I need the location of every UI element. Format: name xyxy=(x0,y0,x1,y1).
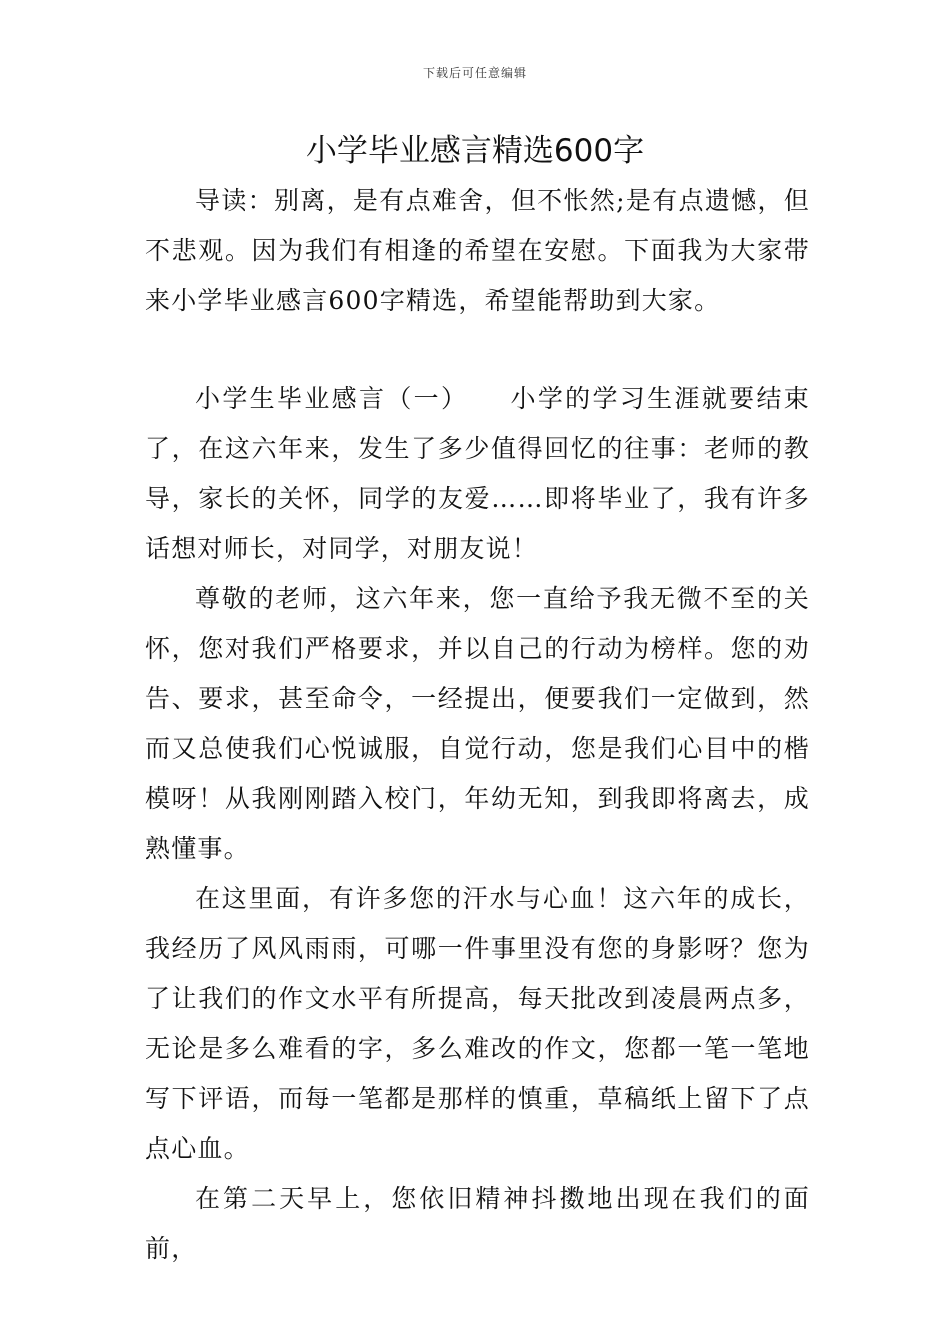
intro-block xyxy=(145,176,810,326)
paragraph-4: 在第二天早上，您依旧精神抖擞地出现在我们的面前， xyxy=(145,1184,810,1263)
paragraph-3: 在这里面，有许多您的汗水与心血！这六年的成长，我经历了风风雨雨，可哪一件事里没有您的身影呀？您为了让我们的作文水平有所提高，每天批改到凌晨两点多，无论是多么难看的字，多么难改的作文，您都一笔一笔地写下评语，而每一笔都是那样的慎重，草稿纸上留下了点点心血。 xyxy=(145,884,810,1163)
paragraph-1 xyxy=(145,374,810,574)
section-heading: 小学生毕业感言（一） xyxy=(195,384,456,413)
paragraph-1-text: 小学的学习生涯就要结束了，在这六年来，发生了多少值得回忆的往事：老师的教导，家长的关怀，同学的友爱……即将毕业了，我有许多话想对师长，对同学，对朋友说！ xyxy=(145,384,810,563)
page-header-note: 下载后可任意编辑 xyxy=(422,66,527,80)
section-gap xyxy=(456,384,511,413)
paragraph-2: 尊敬的老师，这六年来，您一直给予我无微不至的关怀，您对我们严格要求，并以自己的行动为榜样。您的劝告、要求，甚至命令，一经提出，便要我们一定做到，然而又总使我们心悦诚服，自觉行动，您是我们心目中的楷模呀！从我刚刚踏入校门，年幼无知，到我即将离去，成熟懂事。 xyxy=(145,584,810,863)
article-body xyxy=(145,374,810,1274)
document-title: 小学毕业感言精选600字 xyxy=(305,133,645,169)
intro-paragraph: 导读：别离，是有点难舍，但不怅然;是有点遗憾，但不悲观。因为我们有相逢的希望在安慰。下面我为大家带来小学毕业感言600字精选，希望能帮助到大家。 xyxy=(145,186,810,315)
